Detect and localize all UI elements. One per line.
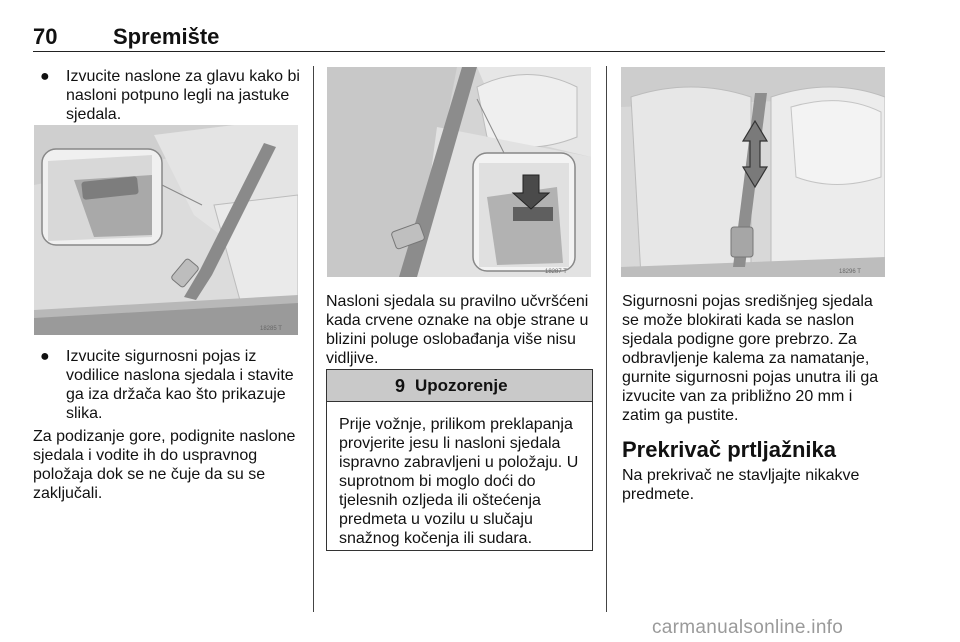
text-line: sjedala. bbox=[66, 106, 122, 123]
text-line: tjelesnih ozljeda ili oštećenja bbox=[339, 492, 541, 509]
chapter-title: Spremište bbox=[113, 24, 220, 49]
text-line: odbravljenje kalema za namatanje, bbox=[622, 350, 870, 367]
figure-code: 18285 T bbox=[260, 326, 282, 332]
figure-seatback-latch bbox=[327, 67, 591, 277]
header-rule bbox=[33, 51, 885, 52]
warning-header bbox=[327, 370, 592, 402]
text-line: vidljive. bbox=[326, 350, 379, 367]
warning-box bbox=[326, 369, 593, 551]
text-line: zaključali. bbox=[33, 485, 103, 502]
warning-title: Upozorenje bbox=[415, 376, 508, 395]
column-divider-1 bbox=[313, 66, 314, 612]
text-line: predmete. bbox=[622, 486, 695, 503]
text-line: vodilice naslona sjedala i stavite bbox=[66, 367, 294, 384]
text-line: zatim ga pustite. bbox=[622, 407, 739, 424]
text-line: Prije vožnje, prilikom preklapanja bbox=[339, 416, 573, 433]
text-line: snažnog kočenja ili sudara. bbox=[339, 530, 533, 547]
text-line: predmeta u vozilu u slučaju bbox=[339, 511, 533, 528]
figure-illustration bbox=[327, 67, 591, 277]
text-line: suprotnom bi moglo doći do bbox=[339, 473, 536, 490]
text-line: blizini poluge oslobađanja više nisu bbox=[326, 331, 576, 348]
figure-headrest-belt bbox=[34, 125, 298, 335]
text-line: ga iza držača kao što prikazuje bbox=[66, 386, 286, 403]
text-line: sjedala i vodite ih do uspravnog bbox=[33, 447, 258, 464]
text-line: Izvucite naslone za glavu kako bi bbox=[66, 68, 300, 85]
section-title: Prekrivač prtljažnika bbox=[622, 437, 837, 462]
text-line: Sigurnosni pojas središnjeg sjedala bbox=[622, 293, 873, 310]
text-line: ispravno zabravljeni u položaju. U bbox=[339, 454, 579, 471]
text-line: Na prekrivač ne stavljajte nikakve bbox=[622, 467, 860, 484]
text-line: kada crvene oznake na obje strane u bbox=[326, 312, 589, 329]
watermark: carmanualsonline.info bbox=[652, 617, 844, 638]
text-line: položaja dok se ne čuje da su se bbox=[33, 466, 266, 483]
text-line: Izvucite sigurnosni pojas iz bbox=[66, 348, 257, 365]
paragraph-seatback-secured bbox=[326, 292, 588, 368]
figure-code: 18296 T bbox=[839, 269, 861, 275]
text-line: provjerite jesu li nasloni sjedala bbox=[339, 435, 561, 452]
figure-center-belt bbox=[621, 67, 885, 277]
column-divider-2 bbox=[606, 66, 607, 612]
warning-body bbox=[339, 415, 584, 548]
text-line: Za podizanje gore, podignite naslone bbox=[33, 428, 296, 445]
text-line: sjedala podigne gore prebrzo. Za bbox=[622, 331, 857, 348]
page-number: 70 bbox=[33, 24, 58, 49]
page-header bbox=[33, 24, 885, 52]
figure-illustration bbox=[621, 67, 885, 277]
paragraph-center-belt bbox=[622, 292, 878, 425]
bullet-dot: ● bbox=[40, 348, 50, 365]
paragraph-raise-seatback bbox=[33, 427, 295, 503]
text-line: slika. bbox=[66, 405, 103, 422]
text-line: Nasloni sjedala su pravilno učvršćeni bbox=[326, 293, 589, 310]
paragraph-cover bbox=[622, 466, 859, 504]
warning-icon: 9 bbox=[395, 376, 406, 396]
bullet-text-2 bbox=[66, 347, 294, 423]
bullet-text-1 bbox=[66, 67, 300, 124]
text-line: izvucite van za približno 20 mm i bbox=[622, 388, 853, 405]
figure-code: 18287 T bbox=[545, 269, 567, 275]
bullet-dot: ● bbox=[40, 68, 50, 85]
figure-illustration bbox=[34, 125, 298, 335]
text-line: gurnite sigurnosni pojas unutra ili ga bbox=[622, 369, 879, 386]
text-line: se može blokirati kada se naslon bbox=[622, 312, 855, 329]
text-line: nasloni potpuno legli na jastuke bbox=[66, 87, 290, 104]
